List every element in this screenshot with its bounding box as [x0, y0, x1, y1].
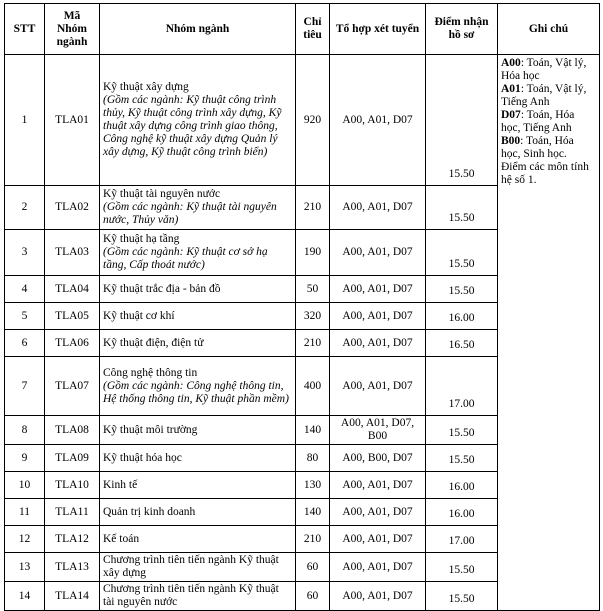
admission-table	[4, 3, 600, 611]
group-name: Kỹ thuật hóa học	[103, 451, 182, 464]
stt-cell: 13	[5, 553, 45, 582]
code-cell: TLA02	[45, 186, 100, 230]
quota-cell: 60	[296, 582, 330, 611]
score-cell: 15.50	[426, 553, 498, 582]
score-cell: 15.50	[426, 416, 498, 445]
group-name: Kỹ thuật môi trường	[103, 423, 198, 436]
note-tail: Điểm các môn tính hệ số 1.	[501, 161, 589, 186]
stt-cell: 3	[5, 230, 45, 276]
group-cell	[100, 330, 296, 357]
combo-cell: A00, A01, D07	[330, 303, 426, 330]
quota-cell: 140	[296, 416, 330, 445]
stt-cell: 7	[5, 357, 45, 416]
code-cell: TLA09	[45, 445, 100, 472]
group-subtitle: (Gồm các ngành: Kỹ thuật công trình thủy, Kỹ thuật công trình xây dựng, Kỹ thuật xây dựng công trình giao thông, Công nghệ kỹ thuật xây dựng Quản lý xây dựng, Kỹ thuật công trình biển)	[103, 94, 282, 158]
note-d07-code: D07	[501, 109, 521, 121]
quota-cell: 400	[296, 357, 330, 416]
score-cell: 16.00	[426, 499, 498, 526]
score-cell: 15.50	[426, 276, 498, 303]
note-a00-text: : Toán, Vật lý, Hóa học	[501, 57, 587, 82]
code-cell: TLA14	[45, 582, 100, 611]
group-cell	[100, 303, 296, 330]
group-cell	[100, 445, 296, 472]
stt-cell: 11	[5, 499, 45, 526]
score-cell: 17.00	[426, 357, 498, 416]
table-row	[5, 55, 600, 186]
note-a01-code: A01	[501, 83, 521, 95]
group-name: Kỹ thuật cơ khí	[103, 309, 175, 322]
quota-cell: 80	[296, 445, 330, 472]
quota-cell: 50	[296, 276, 330, 303]
group-cell	[100, 276, 296, 303]
quota-cell: 140	[296, 499, 330, 526]
code-cell: TLA07	[45, 357, 100, 416]
stt-cell: 2	[5, 186, 45, 230]
combo-cell: A00, A01, D07	[330, 230, 426, 276]
header-stt: STT	[5, 4, 45, 55]
group-cell	[100, 357, 296, 416]
note-b00-code: B00	[501, 135, 521, 147]
code-cell: TLA01	[45, 55, 100, 186]
score-cell: 15.50	[426, 582, 498, 611]
group-name: Kỹ thuật tài nguyên nước	[103, 188, 221, 200]
header-quota: Chỉ tiêu	[296, 4, 330, 55]
score-cell: 17.00	[426, 526, 498, 553]
combo-cell: A00, A01, D07	[330, 357, 426, 416]
stt-cell: 14	[5, 582, 45, 611]
group-cell	[100, 186, 296, 230]
group-cell	[100, 472, 296, 499]
code-cell: TLA08	[45, 416, 100, 445]
group-name: Kỹ thuật trắc địa - bản đồ	[103, 282, 221, 295]
header-code: Mã Nhóm ngành	[45, 4, 100, 55]
header-row	[5, 4, 600, 55]
note-b00-text: : Toán, Hóa học, Sinh học.	[501, 135, 574, 160]
score-cell: 15.50	[426, 55, 498, 186]
group-name: Kinh tế	[103, 478, 138, 491]
combo-cell: A00, A01, D07	[330, 330, 426, 357]
code-cell: TLA11	[45, 499, 100, 526]
quota-cell: 210	[296, 186, 330, 230]
code-cell: TLA03	[45, 230, 100, 276]
group-subtitle: (Gồm các ngành: Công nghệ thông tin, Hệ thống thông tin, Kỹ thuật phần mềm)	[103, 379, 289, 405]
group-cell	[100, 416, 296, 445]
note-a01-text: : Toán, Vật lý, Tiếng Anh	[501, 83, 587, 108]
score-cell: 15.50	[426, 230, 498, 276]
quota-cell: 130	[296, 472, 330, 499]
group-cell	[100, 582, 296, 611]
header-combo: Tổ hợp xét tuyển	[330, 4, 426, 55]
stt-cell: 9	[5, 445, 45, 472]
group-name: Chương trình tiên tiến ngành Kỹ thuật tài nguyên nước	[103, 583, 279, 608]
group-name: Kế toán	[103, 532, 140, 545]
combo-cell: A00, A01, D07	[330, 553, 426, 582]
code-cell: TLA12	[45, 526, 100, 553]
code-cell: TLA04	[45, 276, 100, 303]
stt-cell: 10	[5, 472, 45, 499]
score-cell: 16.00	[426, 472, 498, 499]
quota-cell: 320	[296, 303, 330, 330]
combo-cell: A00, A01, D07	[330, 186, 426, 230]
group-subtitle: (Gồm các ngành: Kỹ thuật cơ sở hạ tầng, Cấp thoát nước)	[103, 246, 268, 271]
group-cell	[100, 55, 296, 186]
note-cell	[498, 55, 600, 611]
quota-cell: 60	[296, 553, 330, 582]
header-note: Ghi chú	[498, 4, 600, 55]
combo-cell: A00, A01, D07	[330, 582, 426, 611]
quota-cell: 920	[296, 55, 330, 186]
group-cell	[100, 230, 296, 276]
score-cell: 16.00	[426, 303, 498, 330]
group-name: Công nghệ thông tin	[103, 366, 198, 379]
quota-cell: 210	[296, 526, 330, 553]
stt-cell: 4	[5, 276, 45, 303]
stt-cell: 8	[5, 416, 45, 445]
note-d07-text: : Toán, Hóa học, Tiếng Anh	[501, 109, 575, 134]
group-name: Kỹ thuật xây dựng	[103, 81, 189, 93]
combo-cell: A00, A01, D07	[330, 55, 426, 186]
combo-cell: A00, A01, D07	[330, 472, 426, 499]
stt-cell: 5	[5, 303, 45, 330]
group-cell	[100, 526, 296, 553]
combo-cell: A00, B00, D07	[330, 445, 426, 472]
group-cell	[100, 499, 296, 526]
note-a00-code: A00	[501, 57, 521, 69]
code-cell: TLA13	[45, 553, 100, 582]
quota-cell: 190	[296, 230, 330, 276]
code-cell: TLA10	[45, 472, 100, 499]
score-cell: 16.50	[426, 330, 498, 357]
stt-cell: 1	[5, 55, 45, 186]
group-name: Kỹ thuật điện, điện tử	[103, 336, 204, 349]
combo-cell: A00, A01, D07	[330, 276, 426, 303]
group-name: Quản trị kinh doanh	[103, 505, 196, 518]
group-cell	[100, 553, 296, 582]
combo-cell: A00, A01, D07	[330, 499, 426, 526]
stt-cell: 6	[5, 330, 45, 357]
stt-cell: 12	[5, 526, 45, 553]
code-cell: TLA05	[45, 303, 100, 330]
group-name: Kỹ thuật hạ tầng	[103, 233, 180, 245]
group-name: Chương trình tiên tiến ngành Kỹ thuật xây dựng	[103, 554, 279, 579]
group-subtitle: (Gồm các ngành: Kỹ thuật tài nguyên nước, Thủy văn)	[103, 201, 277, 226]
code-cell: TLA06	[45, 330, 100, 357]
score-cell: 15.50	[426, 445, 498, 472]
combo-cell: A00, A01, D07, B00	[330, 416, 426, 445]
quota-cell: 210	[296, 330, 330, 357]
combo-cell: A00, A01, D07	[330, 526, 426, 553]
header-score: Điểm nhận hồ sơ	[426, 4, 498, 55]
header-group: Nhóm ngành	[100, 4, 296, 55]
score-cell: 15.50	[426, 186, 498, 230]
